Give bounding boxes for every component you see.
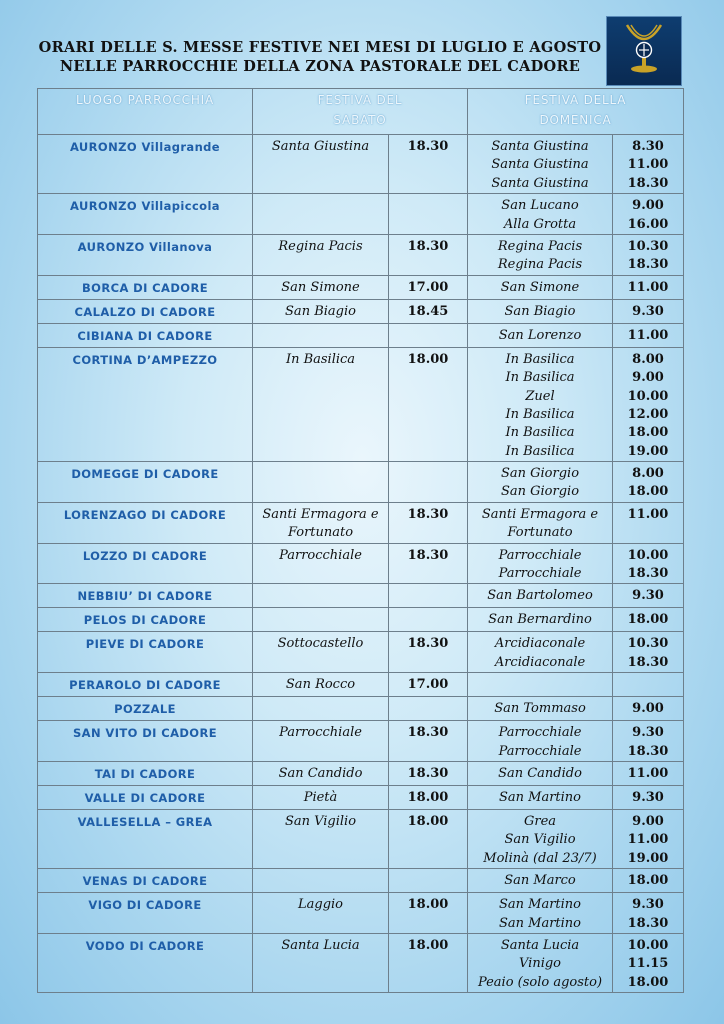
saturday-time-cell bbox=[389, 347, 468, 461]
church-name: Zuel bbox=[525, 388, 555, 404]
mass-time: 18.30 bbox=[407, 725, 449, 741]
sunday-time-cell bbox=[613, 135, 684, 194]
saturday-church-cell bbox=[253, 632, 389, 673]
mass-time: 11.00 bbox=[627, 279, 669, 295]
place-cell bbox=[38, 462, 253, 503]
sunday-time-cell bbox=[613, 234, 684, 275]
saturday-time-cell bbox=[389, 462, 468, 503]
table-row bbox=[38, 323, 684, 347]
mass-time: 19.00 bbox=[627, 850, 669, 866]
church-name: San Bartolomeo bbox=[487, 588, 593, 604]
mass-time: 9.30 bbox=[632, 725, 664, 741]
column-header-place: LUOGO PARROCCHIA bbox=[38, 89, 253, 135]
church-name: San Lorenzo bbox=[498, 327, 582, 343]
mass-time: 18.00 bbox=[627, 484, 669, 500]
saturday-time-cell bbox=[389, 323, 468, 347]
church-name: Laggio bbox=[297, 897, 343, 913]
church-name: Arcidiaconale bbox=[494, 654, 586, 670]
table-header-row bbox=[38, 89, 684, 135]
sunday-church-cell bbox=[468, 721, 613, 762]
page-header bbox=[0, 38, 640, 76]
church-name: Parrocchiale bbox=[279, 547, 362, 563]
table-row bbox=[38, 721, 684, 762]
place-cell bbox=[38, 761, 253, 785]
church-name: San Martino bbox=[498, 897, 582, 913]
parish-name: VODO DI CADORE bbox=[85, 938, 205, 953]
sunday-time-cell bbox=[613, 697, 684, 721]
table-row bbox=[38, 135, 684, 194]
saturday-church-cell bbox=[253, 194, 389, 235]
parish-name: AURONZO Villagrande bbox=[69, 140, 221, 154]
sunday-time-cell bbox=[613, 194, 684, 235]
church-name: Santa Lucia bbox=[281, 937, 360, 953]
mass-time: 9.30 bbox=[632, 303, 664, 319]
saturday-church-cell bbox=[253, 697, 389, 721]
table-row bbox=[38, 347, 684, 461]
mass-time: 9.30 bbox=[632, 588, 664, 604]
saturday-church-cell bbox=[253, 893, 389, 934]
place-cell bbox=[38, 893, 253, 934]
place-cell bbox=[38, 632, 253, 673]
church-name: Molinà (dal 23/7) bbox=[483, 850, 597, 866]
mass-time: 11.00 bbox=[627, 327, 669, 343]
parish-name: CALALZO DI CADORE bbox=[74, 304, 216, 319]
sunday-church-cell bbox=[468, 347, 613, 461]
mass-time: 9.00 bbox=[632, 701, 664, 717]
church-name: San Giorgio bbox=[500, 484, 580, 500]
mass-time: 9.00 bbox=[632, 198, 664, 214]
sunday-time-cell bbox=[613, 673, 684, 697]
saturday-time-cell bbox=[389, 721, 468, 762]
table-row bbox=[38, 234, 684, 275]
church-name: San Martino bbox=[498, 915, 582, 931]
mass-time: 18.45 bbox=[407, 303, 449, 319]
place-cell bbox=[38, 275, 253, 299]
saturday-time-cell bbox=[389, 673, 468, 697]
church-name: Santa Giustina bbox=[491, 175, 589, 191]
sunday-time-cell bbox=[613, 323, 684, 347]
church-name: Vinigo bbox=[519, 956, 561, 972]
saturday-time-cell bbox=[389, 869, 468, 893]
saturday-time-cell bbox=[389, 584, 468, 608]
church-name: San Candido bbox=[278, 765, 363, 781]
church-name: Regina Pacis bbox=[497, 238, 583, 254]
mass-time: 8.30 bbox=[632, 139, 664, 154]
church-name: Grea bbox=[523, 813, 557, 829]
parish-name: AURONZO Villapiccola bbox=[70, 199, 220, 214]
place-cell bbox=[38, 697, 253, 721]
sunday-church-cell bbox=[468, 584, 613, 608]
table-row bbox=[38, 462, 684, 503]
mass-time: 18.30 bbox=[627, 915, 669, 931]
saturday-church-cell bbox=[253, 234, 389, 275]
church-name: San Lucano bbox=[501, 198, 579, 214]
mass-time: 9.30 bbox=[632, 897, 664, 913]
parish-name: CORTINA D’AMPEZZO bbox=[72, 352, 218, 367]
sunday-church-cell bbox=[468, 869, 613, 893]
church-name: San Simone bbox=[500, 279, 580, 295]
mass-time: 8.00 bbox=[632, 466, 664, 482]
saturday-church-cell bbox=[253, 347, 389, 461]
parish-name: AURONZO Villanova bbox=[77, 239, 213, 254]
mass-time: 10.30 bbox=[627, 238, 669, 254]
parish-name: PIEVE DI CADORE bbox=[85, 637, 205, 652]
saturday-time-cell bbox=[389, 697, 468, 721]
place-cell bbox=[38, 502, 253, 543]
saturday-time-cell bbox=[389, 135, 468, 194]
church-name: In Basilica bbox=[505, 406, 575, 422]
saturday-church-cell bbox=[253, 608, 389, 632]
saturday-church-cell bbox=[253, 933, 389, 992]
mass-time: 18.30 bbox=[407, 238, 449, 254]
church-name: In Basilica bbox=[505, 370, 575, 386]
saturday-church-cell bbox=[253, 275, 389, 299]
church-name: San Tommaso bbox=[494, 701, 586, 717]
mass-time: 18.00 bbox=[407, 813, 449, 829]
saturday-time-cell bbox=[389, 502, 468, 543]
church-name: San Candido bbox=[498, 765, 582, 781]
place-cell bbox=[38, 135, 253, 194]
church-name: Santi Ermagora e bbox=[262, 506, 379, 522]
page-title-line-1: ORARI DELLE S. MESSE FESTIVE NEI MESI DI LUGLIO E AGOSTO bbox=[38, 39, 602, 56]
saturday-time-cell bbox=[389, 275, 468, 299]
mass-time: 19.00 bbox=[627, 443, 669, 459]
mass-time: 18.30 bbox=[627, 175, 669, 191]
saturday-church-cell bbox=[253, 502, 389, 543]
church-name: Sottocastello bbox=[277, 636, 364, 652]
mass-time: 10.30 bbox=[627, 636, 669, 652]
sunday-church-cell bbox=[468, 194, 613, 235]
table-row bbox=[38, 809, 684, 868]
mass-time: 11.00 bbox=[627, 506, 669, 522]
church-name: In Basilica bbox=[505, 351, 575, 367]
mass-time: 9.00 bbox=[632, 813, 664, 829]
mass-time: 11.15 bbox=[627, 956, 669, 972]
saturday-church-cell bbox=[253, 721, 389, 762]
church-name: Regina Pacis bbox=[497, 257, 583, 273]
parish-name: VENAS DI CADORE bbox=[82, 874, 208, 889]
church-name: Parrocchiale bbox=[498, 566, 582, 582]
sunday-church-cell bbox=[468, 502, 613, 543]
church-name: Santa Giustina bbox=[491, 139, 589, 154]
place-cell bbox=[38, 785, 253, 809]
sunday-time-cell bbox=[613, 608, 684, 632]
place-cell bbox=[38, 543, 253, 584]
sunday-time-cell bbox=[613, 347, 684, 461]
sunday-time-cell bbox=[613, 502, 684, 543]
mass-time: 8.00 bbox=[632, 351, 664, 367]
church-name: Regina Pacis bbox=[278, 238, 363, 254]
table-row bbox=[38, 632, 684, 673]
table-row bbox=[38, 673, 684, 697]
mass-time: 18.00 bbox=[407, 937, 449, 953]
saturday-church-cell bbox=[253, 785, 389, 809]
place-cell bbox=[38, 584, 253, 608]
sunday-church-cell bbox=[468, 809, 613, 868]
table-row bbox=[38, 761, 684, 785]
table-row bbox=[38, 194, 684, 235]
sunday-time-cell bbox=[613, 761, 684, 785]
sunday-time-cell bbox=[613, 299, 684, 323]
mass-time: 16.00 bbox=[627, 216, 669, 232]
table-row bbox=[38, 785, 684, 809]
mass-time: 11.00 bbox=[627, 832, 669, 848]
place-cell bbox=[38, 673, 253, 697]
place-cell bbox=[38, 721, 253, 762]
mass-time: 18.00 bbox=[627, 425, 669, 441]
sunday-time-cell bbox=[613, 632, 684, 673]
church-name: Santa Giustina bbox=[271, 139, 370, 154]
place-cell bbox=[38, 809, 253, 868]
mass-time: 11.00 bbox=[627, 765, 669, 781]
church-name: In Basilica bbox=[505, 443, 575, 459]
table-row bbox=[38, 275, 684, 299]
church-name: Parrocchiale bbox=[498, 743, 582, 759]
church-name: Santa Giustina bbox=[491, 157, 589, 173]
parish-name: DOMEGGE DI CADORE bbox=[71, 467, 219, 482]
parish-name: TAI DI CADORE bbox=[94, 766, 196, 781]
sunday-church-cell bbox=[468, 697, 613, 721]
church-name: Parrocchiale bbox=[498, 725, 582, 741]
saturday-church-cell bbox=[253, 299, 389, 323]
sunday-church-cell bbox=[468, 299, 613, 323]
parish-name: VALLE DI CADORE bbox=[84, 790, 206, 805]
sunday-time-cell bbox=[613, 893, 684, 934]
column-header-saturday: FESTIVA DEL SABATO bbox=[253, 89, 468, 135]
parish-name: LOZZO DI CADORE bbox=[82, 548, 208, 563]
saturday-church-cell bbox=[253, 584, 389, 608]
saturday-time-cell bbox=[389, 632, 468, 673]
sunday-time-cell bbox=[613, 933, 684, 992]
sunday-time-cell bbox=[613, 584, 684, 608]
church-name: Santi Ermagora e bbox=[481, 506, 599, 522]
sunday-church-cell bbox=[468, 543, 613, 584]
mass-time: 18.00 bbox=[627, 873, 669, 889]
saturday-time-cell bbox=[389, 543, 468, 584]
sunday-time-cell bbox=[613, 721, 684, 762]
sunday-church-cell bbox=[468, 323, 613, 347]
table-row bbox=[38, 584, 684, 608]
saturday-time-cell bbox=[389, 299, 468, 323]
parish-name: SAN VITO DI CADORE bbox=[72, 726, 217, 741]
church-name: San Simone bbox=[281, 279, 360, 295]
mass-time: 10.00 bbox=[627, 388, 669, 404]
place-cell bbox=[38, 299, 253, 323]
mass-time: 12.00 bbox=[627, 406, 669, 422]
church-name: San Vigilio bbox=[284, 813, 357, 829]
sunday-church-cell bbox=[468, 761, 613, 785]
saturday-church-cell bbox=[253, 135, 389, 194]
sunday-church-cell bbox=[468, 462, 613, 503]
table-row bbox=[38, 697, 684, 721]
place-cell bbox=[38, 869, 253, 893]
table-row bbox=[38, 608, 684, 632]
church-name: In Basilica bbox=[505, 425, 575, 441]
table-row bbox=[38, 869, 684, 893]
church-name: Alla Grotta bbox=[503, 216, 577, 232]
church-name: Fortunato bbox=[507, 525, 573, 541]
table-row bbox=[38, 502, 684, 543]
saturday-time-cell bbox=[389, 893, 468, 934]
parish-name: VALLESELLA – GREA bbox=[77, 814, 213, 829]
mass-time: 10.00 bbox=[627, 547, 669, 563]
church-name: San Vigilio bbox=[504, 832, 576, 848]
sunday-time-cell bbox=[613, 543, 684, 584]
column-header-sunday: FESTIVA DELLA DOMENICA bbox=[468, 89, 684, 135]
church-name: San Bernardino bbox=[488, 612, 592, 628]
parish-name: PELOS DI CADORE bbox=[83, 613, 207, 628]
place-cell bbox=[38, 608, 253, 632]
saturday-church-cell bbox=[253, 809, 389, 868]
mass-time: 9.00 bbox=[632, 370, 664, 386]
mass-time: 18.00 bbox=[407, 897, 449, 913]
parish-name: POZZALE bbox=[114, 702, 176, 717]
saturday-time-cell bbox=[389, 785, 468, 809]
church-name: Pietà bbox=[303, 789, 338, 805]
table-row bbox=[38, 543, 684, 584]
mass-time: 18.30 bbox=[627, 257, 669, 273]
parish-name: NEBBIU’ DI CADORE bbox=[77, 589, 213, 604]
church-name: Santa Lucia bbox=[500, 937, 580, 953]
church-name: San Rocco bbox=[285, 677, 356, 693]
mass-time: 18.30 bbox=[407, 547, 449, 563]
saturday-church-cell bbox=[253, 761, 389, 785]
sunday-church-cell bbox=[468, 785, 613, 809]
church-name: Parrocchiale bbox=[498, 547, 582, 563]
place-cell bbox=[38, 194, 253, 235]
sunday-church-cell bbox=[468, 632, 613, 673]
parish-name: VIGO DI CADORE bbox=[88, 898, 202, 913]
parish-name: PERAROLO DI CADORE bbox=[69, 678, 221, 693]
diocese-logo bbox=[606, 16, 682, 86]
mass-time: 18.00 bbox=[407, 789, 449, 805]
place-cell bbox=[38, 323, 253, 347]
table-row bbox=[38, 893, 684, 934]
saturday-time-cell bbox=[389, 608, 468, 632]
mass-time: 11.00 bbox=[627, 157, 669, 173]
sunday-time-cell bbox=[613, 809, 684, 868]
mass-time: 18.30 bbox=[407, 765, 449, 781]
place-cell bbox=[38, 933, 253, 992]
church-name: San Biagio bbox=[285, 303, 356, 319]
saturday-church-cell bbox=[253, 323, 389, 347]
church-name: San Marco bbox=[504, 873, 576, 889]
mass-time: 18.30 bbox=[627, 566, 669, 582]
sunday-church-cell bbox=[468, 933, 613, 992]
church-name: Fortunato bbox=[287, 525, 354, 541]
mass-time: 18.00 bbox=[627, 974, 669, 990]
page-title-line-2: NELLE PARROCCHIE DELLA ZONA PASTORALE DEL CADORE bbox=[59, 58, 581, 75]
mass-time: 18.30 bbox=[407, 506, 449, 522]
chalice-emblem-icon bbox=[607, 17, 681, 85]
sunday-church-cell bbox=[468, 234, 613, 275]
place-cell bbox=[38, 234, 253, 275]
table-row bbox=[38, 299, 684, 323]
mass-time: 18.00 bbox=[627, 612, 669, 628]
saturday-church-cell bbox=[253, 673, 389, 697]
sunday-time-cell bbox=[613, 785, 684, 809]
church-name: Parrocchiale bbox=[279, 725, 362, 741]
mass-time: 17.00 bbox=[407, 279, 449, 295]
saturday-time-cell bbox=[389, 809, 468, 868]
mass-time: 10.00 bbox=[627, 937, 669, 953]
parish-name: CIBIANA DI CADORE bbox=[77, 328, 213, 343]
saturday-church-cell bbox=[253, 869, 389, 893]
sunday-church-cell bbox=[468, 275, 613, 299]
table-row bbox=[38, 933, 684, 992]
place-cell bbox=[38, 347, 253, 461]
church-name: Arcidiaconale bbox=[494, 636, 586, 652]
saturday-time-cell bbox=[389, 234, 468, 275]
church-name: San Giorgio bbox=[500, 466, 580, 482]
parish-name: LORENZAGO DI CADORE bbox=[63, 507, 227, 522]
church-name: Peaio (solo agosto) bbox=[477, 974, 603, 990]
church-name: San Biagio bbox=[504, 303, 576, 319]
sunday-church-cell bbox=[468, 893, 613, 934]
sunday-time-cell bbox=[613, 869, 684, 893]
church-name: San Martino bbox=[498, 789, 582, 805]
mass-time: 18.30 bbox=[407, 636, 449, 652]
saturday-time-cell bbox=[389, 194, 468, 235]
saturday-time-cell bbox=[389, 761, 468, 785]
saturday-church-cell bbox=[253, 543, 389, 584]
mass-time: 18.00 bbox=[407, 351, 449, 367]
sunday-time-cell bbox=[613, 462, 684, 503]
sunday-church-cell bbox=[468, 608, 613, 632]
mass-time: 9.30 bbox=[632, 789, 664, 805]
parish-name: BORCA DI CADORE bbox=[82, 280, 208, 295]
mass-time: 18.30 bbox=[407, 139, 449, 154]
mass-time: 18.30 bbox=[627, 654, 669, 670]
saturday-church-cell bbox=[253, 462, 389, 503]
sunday-time-cell bbox=[613, 275, 684, 299]
saturday-time-cell bbox=[389, 933, 468, 992]
mass-time: 17.00 bbox=[407, 677, 449, 693]
mass-time: 18.30 bbox=[627, 743, 669, 759]
church-name: In Basilica bbox=[285, 351, 356, 367]
sunday-church-cell bbox=[468, 135, 613, 194]
sunday-church-cell bbox=[468, 673, 613, 697]
mass-schedule-table bbox=[37, 88, 684, 993]
